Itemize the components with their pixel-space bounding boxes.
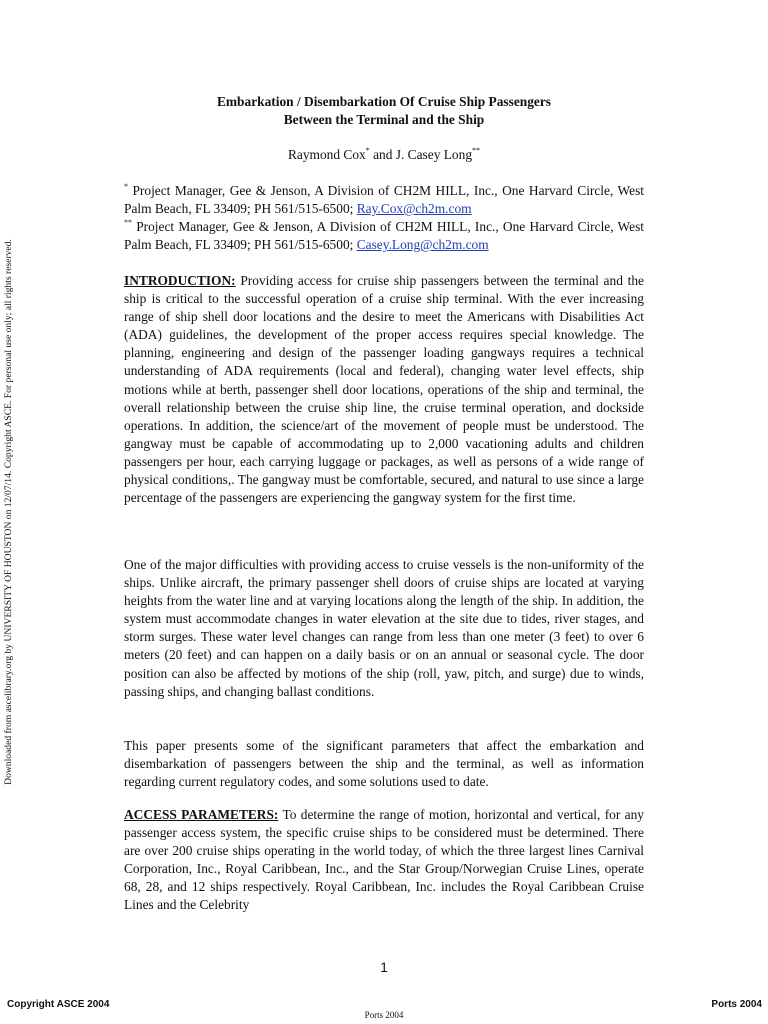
- paper-title-line-2: Between the Terminal and the Ship: [283, 112, 485, 127]
- footer-center-label: Ports 2004: [364, 1010, 404, 1020]
- affiliation-2: [124, 218, 644, 254]
- author-footnote-mark: *: [365, 146, 370, 155]
- download-notice: [2, 216, 16, 808]
- affiliation-mark: **: [124, 218, 132, 227]
- affiliation-1: [124, 182, 644, 218]
- author-footnote-mark: **: [472, 146, 481, 155]
- affiliation-text: Project Manager, Gee & Jenson, A Division of CH2M HILL, Inc., One Harvard Circle, West Palm Beach, FL 33409; PH 561/515-6500;: [124, 219, 644, 252]
- email-link[interactable]: Ray.Cox@ch2m.com: [356, 201, 472, 216]
- introduction-paragraph: [124, 272, 644, 507]
- author-joiner: and: [369, 147, 396, 162]
- introduction-text: Providing access for cruise ship passengers between the terminal and the ship is critical to the successful operation of a cruise ship terminal. With the ever increasing range of ship shell door locations and the desire to meet the Americans with Disabilities Act (ADA) guidelines, the development of the proper access requires special knowledge. The planning, engineering and design of the passenger loading gangways requires a technical understanding of ADA requirements (local and federal), changing water level effects, ship motions while at berth, passenger shell door locations, operations of the ship and terminal, the overall relationship between the cruise ship line, the cruise terminal operation, and dockside operations. In addition, the science/art of the movement of people must be understood. The gangway must be capable of accommodating up to 2,000 vacationing adults and children passengers per hour, each carrying luggage or packages, as well as persons of a wide range of physical conditions,. The gangway must be comfortable, secured, and natural to use since a large percentage of the passengers are experiencing the gangway system for the first time.: [124, 273, 644, 506]
- access-parameters-text: To determine the range of motion, horizontal and vertical, for any passenger access system, the specific cruise ships to be considered must be determined. There are over 200 cruise ships operating in the world today, of which the three largest lines Carnival Corporation, Inc., Royal Caribbean, Inc., and the Star Group/Norwegian Cruise Lines, operate 68, 28, and 12 ships respectively. Royal Caribbean, Inc. includes the Royal Caribbean Cruise Lines and the Celebrity: [124, 807, 644, 913]
- access-parameters-heading: ACCESS PARAMETERS:: [124, 807, 279, 822]
- footer-copyright: Copyright ASCE 2004: [7, 999, 110, 1010]
- affiliation-text: Project Manager, Gee & Jenson, A Division of CH2M HILL, Inc., One Harvard Circle, West Palm Beach, FL 33409; PH 561/515-6500;: [124, 183, 644, 216]
- introduction-heading: INTRODUCTION:: [124, 273, 236, 288]
- affiliation-mark: *: [124, 182, 128, 191]
- email-link[interactable]: Casey.Long@ch2m.com: [356, 237, 489, 252]
- body-paragraph-3: This paper presents some of the significant parameters that affect the embarkation and disembarkation of passengers between the ship and the terminal, as well as information regarding current regulatory codes, and some solutions used to date.: [124, 738, 644, 790]
- paper-title-line-1: Embarkation / Disembarkation Of Cruise Ship Passengers: [216, 94, 552, 109]
- author-name: J. Casey Long: [395, 147, 473, 162]
- author-line: [0, 146, 768, 164]
- footer-proceedings: Ports 2004: [711, 999, 762, 1010]
- body-paragraph-2: One of the major difficulties with providing access to cruise vessels is the non-uniformity of the ships. Unlike aircraft, the primary passenger shell doors of cruise ships are located at varying heights from the water line and at varying locations along the length of the ship. In addition, the system must accommodate changes in water elevation at the site due to tides, river stages, and storm surges. These water level changes can range from less than one meter (3 feet) to over 6 meters (20 feet) and can happen on a daily basis or on an annual or seasonal cycle. The door position can also be affected by motions of the ship (roll, yaw, pitch, and surge) due to winds, passing ships, and changing ballast conditions.: [124, 557, 644, 699]
- access-parameters-paragraph: [124, 806, 644, 915]
- author-name: Raymond Cox: [287, 147, 366, 162]
- download-notice-text: Downloaded from ascelibrary.org by UNIVERSITY OF HOUSTON on 12/07/14. Copyright ASCE. For personal use only; all rights reserved.: [3, 239, 14, 785]
- page-number: 1: [380, 959, 388, 975]
